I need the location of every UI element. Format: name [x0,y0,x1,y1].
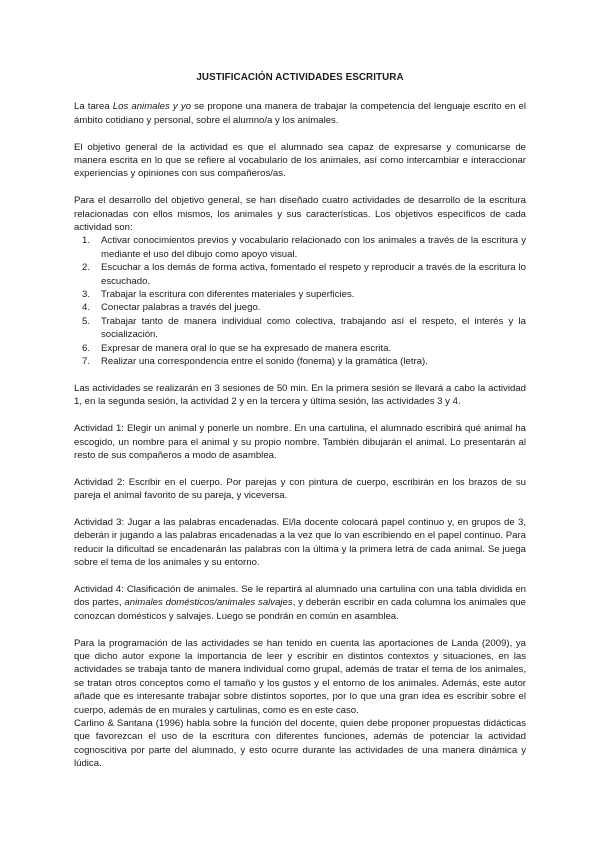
objective-item [74,342,526,355]
carlino-paragraph: Carlino & Santana (1996) habla sobre la función del docente, quien debe proponer propuestas didácticas que favorezcan el uso de la escritura con diferentes funciones, además de potenciar la actividad cognoscitiva por parte del alumnado, y esto ocurre durante las actividades de una manera dinámica y lúdica. [74,717,526,770]
activity-4-text-start: Actividad 4: Clasificación de animales. Se le repartirá al alumnado una cartulina con una tabla dividida en dos partes, [74,583,526,609]
activity-3-paragraph: Actividad 3: Jugar a las palabras encadenadas. El/la docente colocará papel continuo y, en grupos de 3, deberán ir jugando a las palabras encadenadas a la vez que lo van escribiendo en el papel continuo. Para reducir la dificultad se encadenarán las palabras con la última y la primera letra de cada animal. Se juega sobre el tema de los animales y su entorno. [74,516,526,569]
objective-item [74,355,526,368]
objective-paragraph: El objetivo general de la actividad es que el alumnado sea capaz de expresarse y comunicarse de manera escrita en lo que se refiere al vocabulario de los animales, así como intercambiar e interaccionar experiencias y opiniones con sus compañeros/as. [74,141,526,180]
document-content [74,71,526,784]
intro-paragraph [74,100,526,127]
objective-text: Activar conocimientos previos y vocabulario relacionado con los animales a través de la escritura y mediante el uso del dibujo como apoyo visual. [101,235,526,260]
specific-objectives-list [74,234,526,368]
landa-paragraph: Para la programación de las actividades se han tenido en cuenta las aportaciones de Landa (2009), ya que dicho autor expone la importancia de leer y escribir en distintos contextos y situaciones, en las actividades se trabaja tanto de manera individual como grupal, además de tratar el tema de los animales, se tratan otros conceptos como el tamaño y los gustos y el entorno de los animales. Además, este autor añade que es interesante trabajar sobre distintos soportes, por lo que una gran idea es escribir sobre el cuerpo, además de en murales y cartulinas, como es en este caso. [74,637,526,716]
objective-text: Escuchar a los demás de forma activa, fomentado el respeto y reproducir a través de la escritura lo escuchado. [101,262,526,287]
activity-4-emphasis: animales domésticos/animales salvajes [124,597,293,609]
intro-text-start: La tarea [74,101,113,113]
objective-item [74,301,526,314]
activity-4-paragraph [74,583,526,623]
sessions-paragraph: Las actividades se realizarán en 3 sesiones de 50 min. En la primera sesión se llevará a cabo la actividad 1, en la segunda sesión, la actividad 2 y en la tercera y última sesión, las actividades 3 y 4. [74,382,526,408]
objective-text: Expresar de manera oral lo que se ha expresado de manera escrita. [101,342,392,354]
objective-number: 3. [81,289,90,301]
activity-4-text-end: , y deberán escribir en cada columna los animales que conozcan domésticos y salvajes. Luego se pondrán en común en asamblea. [74,597,526,622]
objective-text: Realizar una correspondencia entre el sonido (fonema) y la gramática (letra). [101,356,428,368]
objective-item [74,261,526,288]
intro-text-end: se propone una manera de trabajar la competencia del lenguaje escrito en el ámbito cotidiano y personal, sobre el alumno/a y los animales. [74,101,526,126]
document-title: JUSTIFICACIÓN ACTIVIDADES ESCRITURA [196,72,404,83]
activity-2-paragraph: Actividad 2: Escribir en el cuerpo. Por parejas y con pintura de cuerpo, escribirán en los brazos de su pareja el animal favorito de su pareja, y viceversa. [74,476,526,502]
objective-text: Conectar palabras a través del juego. [101,302,261,314]
objective-number: 7. [81,356,90,368]
objective-number: 2. [81,262,90,274]
objective-number: 6. [81,342,90,354]
development-paragraph: Para el desarrollo del objetivo general, se han diseñado cuatro actividades de desarrollo de la escritura relacionadas con ellos mismos, los animales y sus características. Los objetivos específicos de cada actividad son: [74,195,526,234]
objective-item [74,315,526,342]
activity-1-paragraph: Actividad 1: Elegir un animal y ponerle un nombre. En una cartulina, el alumnado escribirá qué animal ha escogido, un nombre para el animal y su propio nombre. También dibujarán el animal. Lo presentarán al resto de sus compañeros a modo de asamblea. [74,423,526,461]
objective-number: 4. [81,302,90,314]
objective-text: Trabajar la escritura con diferentes materiales y superficies. [101,289,355,301]
objective-number: 5. [81,315,90,327]
objective-text: Trabajar tanto de manera individual como colectiva, trabajando así el respeto, el interés y la socialización. [101,315,526,341]
objective-item [74,234,526,261]
objective-item [74,288,526,301]
objective-number: 1. [81,235,90,247]
task-name: Los animales y yo [112,101,191,113]
